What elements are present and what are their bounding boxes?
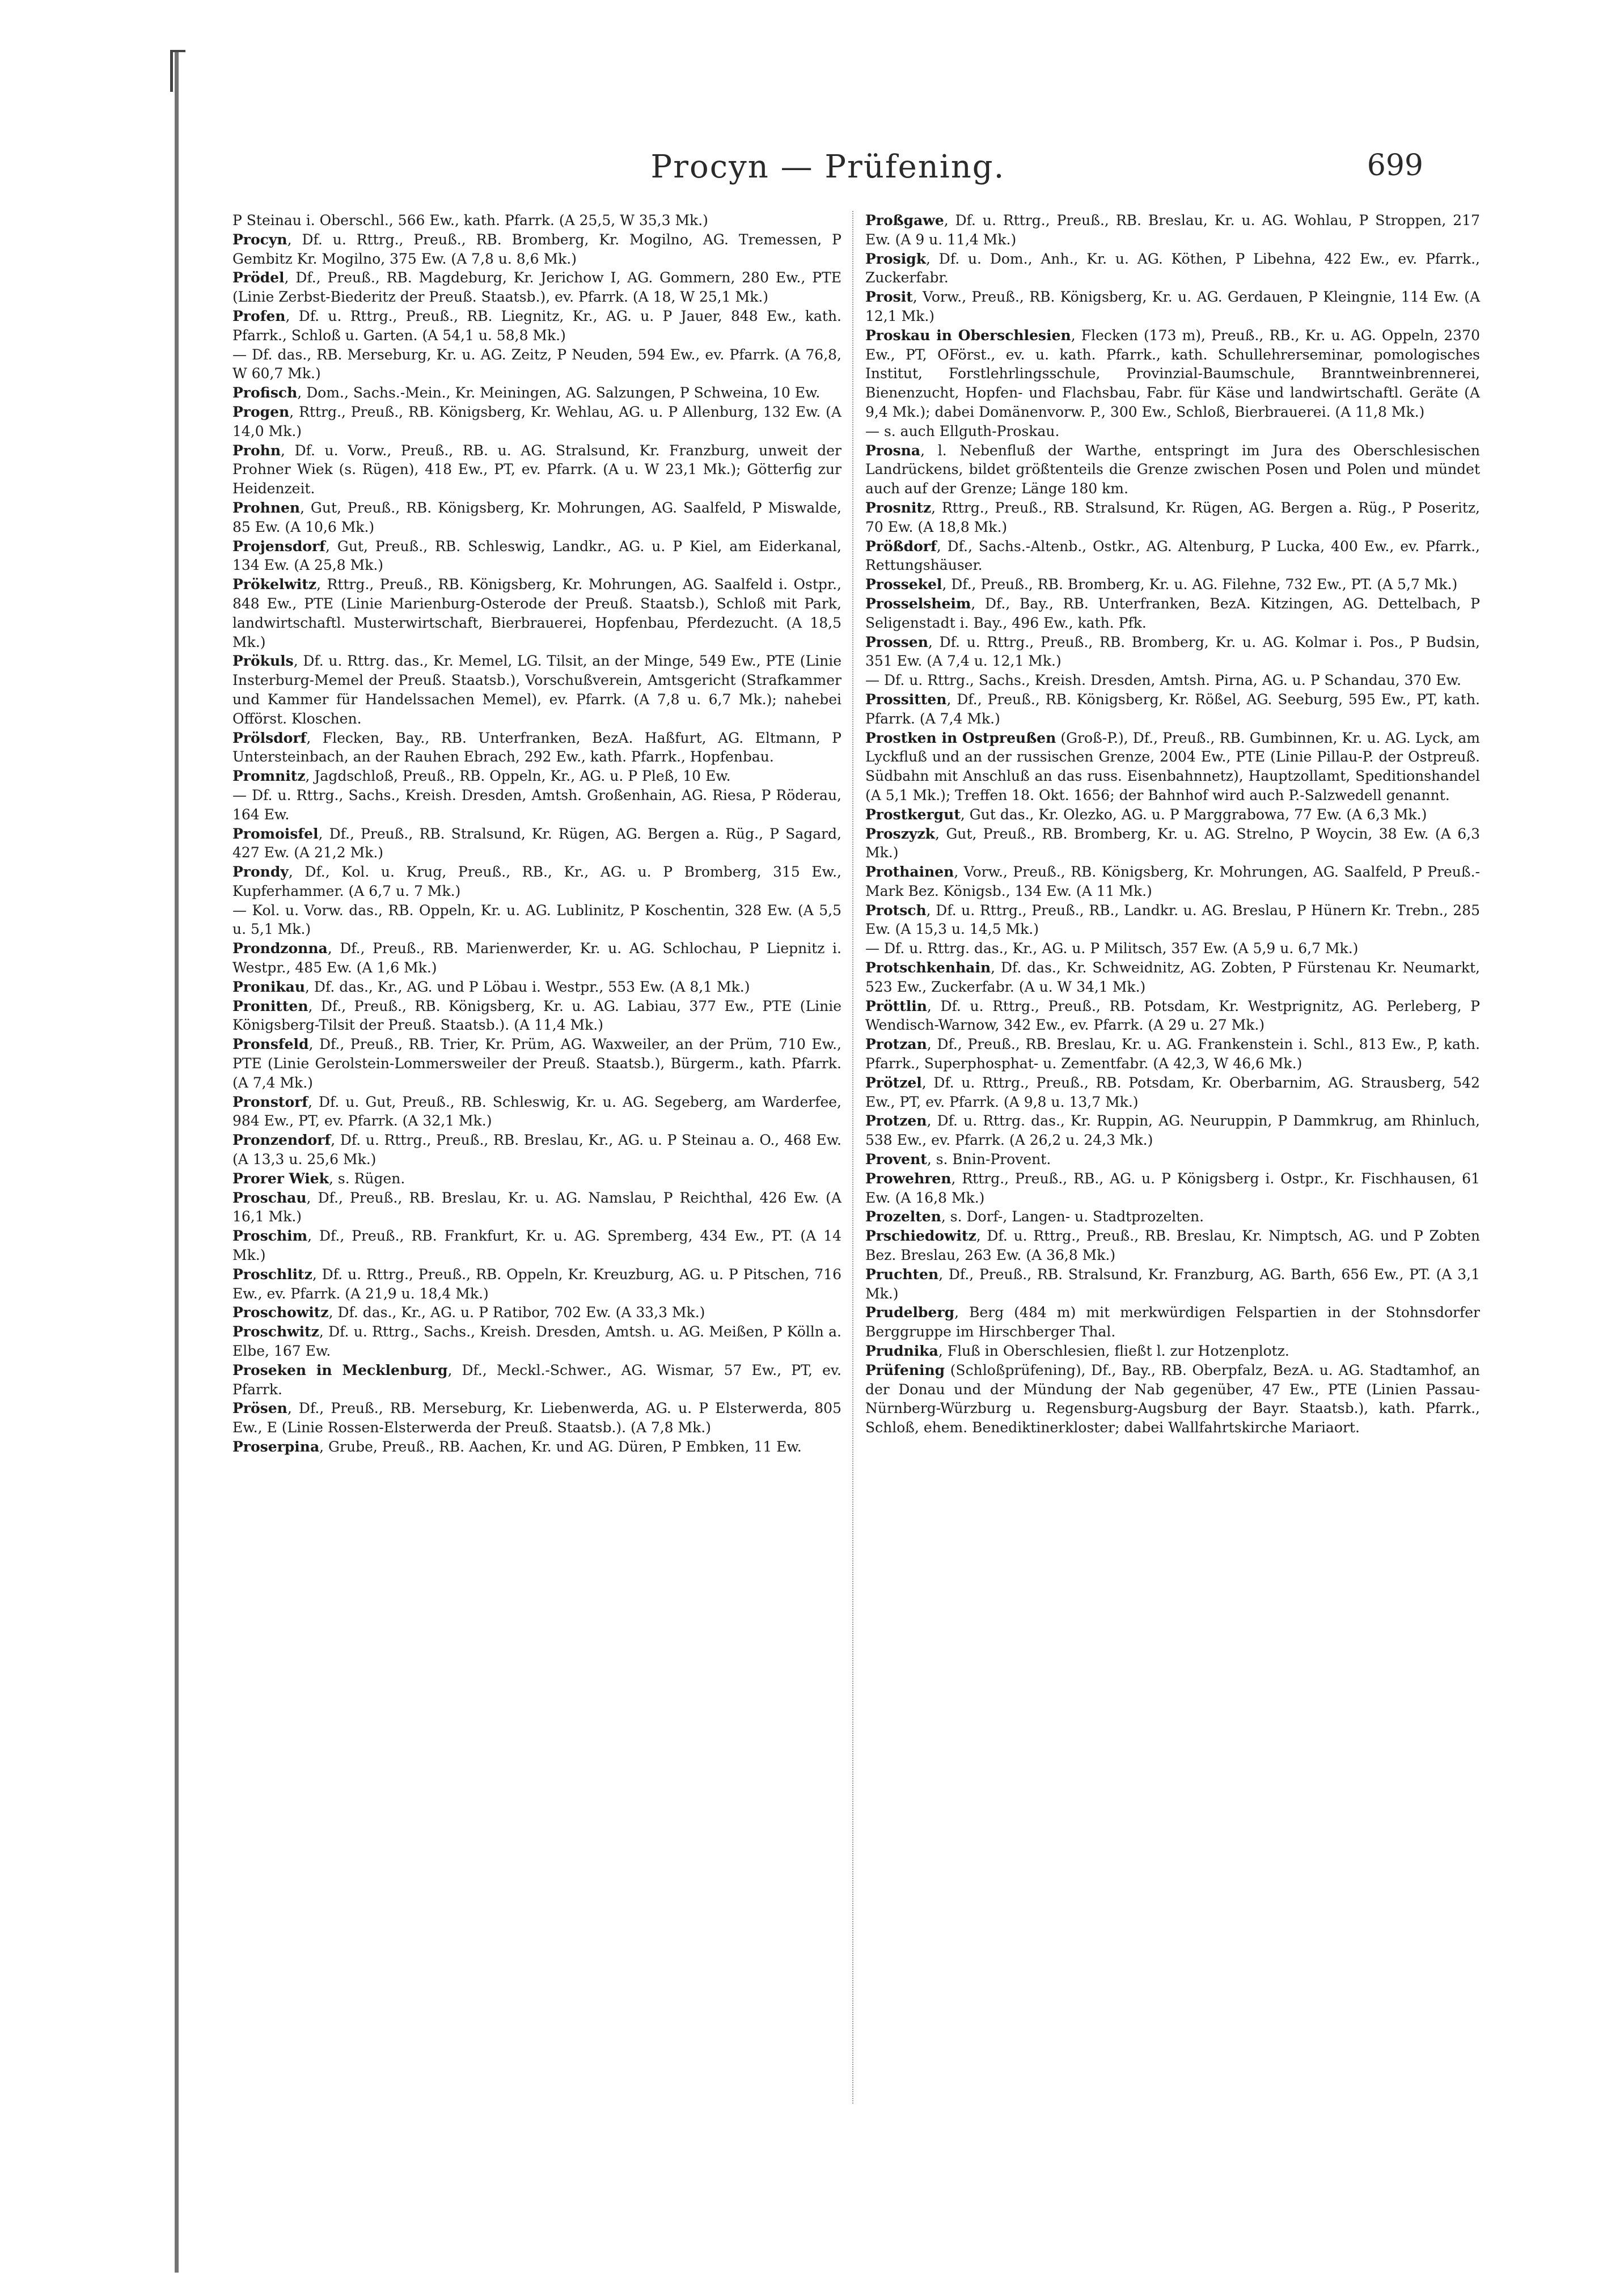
gazetteer-entry — [232, 786, 841, 824]
entry-headword: Pronsfeld — [232, 1036, 309, 1053]
entry-headword: Proskau in Oberschlesien — [865, 327, 1071, 344]
entry-headword: Prötzel — [865, 1074, 922, 1091]
gazetteer-entry — [232, 268, 841, 307]
entry-text: , Vorw., Preuß., RB. Königsberg, Kr. Mohrungen, AG. Saalfeld, P Preuß.-Mark Bez. Königsb., 134 Ew. (A 11 Mk.) — [865, 864, 1480, 899]
running-title: Procyn — Prüfening. — [650, 149, 1005, 185]
entry-headword: Promoisfel — [232, 825, 319, 842]
gazetteer-entry — [232, 403, 841, 441]
gazetteer-entry — [232, 1169, 841, 1188]
entry-headword: Promnitz — [232, 768, 306, 785]
gazetteer-entry — [865, 498, 1480, 537]
entry-headword: Proschwitz — [232, 1323, 319, 1340]
entry-text: , Df. das., Kr., AG. u. P Ratibor, 702 Ew. (A 33,3 Mk.) — [328, 1304, 705, 1321]
gazetteer-entry — [232, 767, 841, 786]
entry-text: , Df., Preuß., RB. Merseburg, Kr. Liebenwerda, AG. u. P Elsterwerda, 805 Ew., E (Linie Rossen-Elsterwerda der Preuß. Staatsb.). (A 7,8 Mk.) — [232, 1400, 841, 1436]
entry-text: , Df., Preuß., RB. Breslau, Kr. u. AG. Namslau, P Reichthal, 426 Ew. (A 16,1 Mk.) — [232, 1189, 841, 1225]
entry-headword: Proßgawe — [865, 212, 944, 229]
entry-headword: Prüfening — [865, 1361, 945, 1378]
entry-headword: Profisch — [232, 384, 298, 401]
entry-text: , Df., Bay., RB. Unterfranken, BezA. Kitzingen, AG. Dettelbach, P Seligenstadt i. Bay., 496 Ew., kath. Pfk. — [865, 595, 1480, 631]
entry-text: , Df. u. Rttrg., Sachs., Kreish. Dresden, Amtsh. u. AG. Meißen, P Kölln a. Elbe, 167 Ew. — [232, 1323, 841, 1360]
entry-text: , Gut das., Kr. Olezko, AG. u. P Marggrabowa, 77 Ew. (A 6,3 Mk.) — [960, 806, 1427, 823]
entry-text: , Grube, Preuß., RB. Aachen, Kr. und AG. Düren, P Embken, 11 Ew. — [319, 1439, 802, 1455]
gazetteer-entry — [232, 729, 841, 767]
gazetteer-entry — [232, 345, 841, 384]
entry-headword: Prondzonna — [232, 940, 328, 957]
entry-headword: Prohn — [232, 442, 281, 459]
entry-text: — Kol. u. Vorw. das., RB. Oppeln, Kr. u. AG. Lublinitz, P Koschentin, 328 Ew. (A 5,5 u. 5,1 Mk.) — [232, 902, 841, 938]
gazetteer-entry — [865, 690, 1480, 729]
gazetteer-entry — [232, 862, 841, 901]
entry-headword: Pröttlin — [865, 997, 927, 1014]
gazetteer-entry — [865, 997, 1480, 1035]
entry-text: , Dom., Sachs.-Mein., Kr. Meiningen, AG. Salzungen, P Schweina, 10 Ew. — [297, 384, 821, 401]
entry-text: — Df. das., RB. Merseburg, Kr. u. AG. Zeitz, P Neuden, 594 Ew., ev. Pfarrk. (A 76,8, W 60,7 Mk.) — [232, 346, 841, 382]
gazetteer-entry — [865, 537, 1480, 576]
entry-text: , Gut, Preuß., RB. Bromberg, Kr. u. AG. Strelno, P Woycin, 38 Ew. (A 6,3 Mk.) — [865, 825, 1480, 861]
gazetteer-entry — [232, 1226, 841, 1265]
gazetteer-entry — [232, 1399, 841, 1437]
entry-text: , Df., Preuß., RB. Frankfurt, Kr. u. AG. Spremberg, 434 Ew., PT. (A 14 Mk.) — [232, 1228, 841, 1264]
gazetteer-entry — [865, 1169, 1480, 1208]
gazetteer-entry — [865, 939, 1480, 958]
entry-text: , Df., Preuß., RB. Breslau, Kr. u. AG. Frankenstein i. Schl., 813 Ew., P, kath. Pfarrk., Superphosphat- u. Zementfabr. (A 42,3, W 46,6 Mk.) — [865, 1036, 1480, 1072]
entry-text: , Df. u. Rttrg., Preuß., RB. Breslau, Kr. Nimptsch, AG. und P Zobten Bez. Breslau, 263 Ew. (A 36,8 Mk.) — [865, 1228, 1480, 1264]
binding-edge — [175, 50, 179, 2273]
entry-headword: Prößdorf — [865, 538, 937, 555]
entry-headword: Protschkenhain — [865, 959, 991, 976]
entry-headword: Prudnika — [865, 1343, 938, 1360]
gazetteer-entry — [232, 1131, 841, 1169]
right-column — [865, 211, 1480, 1437]
entry-headword: Proschlitz — [232, 1266, 312, 1283]
entry-text: P Steinau i. Oberschl., 566 Ew., kath. Pfarrk. (A 25,5, W 35,3 Mk.) — [232, 212, 708, 229]
gazetteer-entry — [232, 939, 841, 978]
entry-text: , Df., Preuß., RB. Bromberg, Kr. u. AG. Filehne, 732 Ew., PT. (A 5,7 Mk.) — [942, 576, 1458, 593]
entry-headword: Prowehren — [865, 1170, 951, 1187]
gazetteer-entry — [232, 575, 841, 651]
entry-text: , Jagdschloß, Preuß., RB. Oppeln, Kr., AG. u. P Pleß, 10 Ew. — [305, 768, 731, 785]
gazetteer-entry — [232, 307, 841, 345]
entry-headword: Proszyzk — [865, 825, 935, 842]
entry-text: (Schloßprüfening), Df., Bay., RB. Oberpfalz, BezA. u. AG. Stadtamhof, an der Donau und der Mündung der Nab gegenüber, 47 Ew., PTE (Linien Passau-Nürnberg-Würzburg u. Regensburg-Augsburg der Bayr. Staatsb.), kath. Pfarrk., Schloß, ehem. Benediktinerkloster; dabei Wallfahrtskirche Mariaort. — [865, 1361, 1480, 1436]
entry-headword: Procyn — [232, 231, 287, 248]
gazetteer-entry — [865, 249, 1480, 288]
entry-headword: Pronikau — [232, 978, 306, 995]
entry-text: , Df., Preuß., RB. Königsberg, Kr. u. AG. Labiau, 377 Ew., PTE (Linie Königsberg-Tilsit der Preuß. Staatsb.). (A 11,4 Mk.) — [232, 997, 841, 1034]
entry-headword: Proschau — [232, 1189, 307, 1206]
gazetteer-entry — [865, 1207, 1480, 1226]
entry-text: , Df., Kol. u. Krug, Preuß., RB., Kr., AG. u. P Bromberg, 315 Ew., Kupferhammer. (A 6,7 u. 7 Mk.) — [232, 864, 841, 899]
entry-text: , Rttrg., Preuß., RB. Königsberg, Kr. Mohrungen, AG. Saalfeld i. Ostpr., 848 Ew., PTE (Linie Marienburg-Osterode der Preuß. Staatsb.), Schloß mit Park, landwirtschaftl. Musterwirtschaft, Bierbrauerei, Hopfenbau, Pferdezucht. (A 18,5 Mk.) — [232, 576, 841, 650]
entry-headword: Proseken in Mecklenburg — [232, 1361, 448, 1378]
gazetteer-entry — [865, 326, 1480, 422]
entry-text: — Df. u. Rttrg. das., Kr., AG. u. P Militsch, 357 Ew. (A 5,9 u. 6,7 Mk.) — [865, 940, 1359, 957]
entry-text: , Rttrg., Preuß., RB. Königsberg, Kr. Wehlau, AG. u. P Allenburg, 132 Ew. (A 14,0 Mk.) — [232, 403, 841, 439]
gazetteer-entry — [865, 824, 1480, 863]
entry-headword: Prosna — [865, 442, 921, 459]
entry-text: , Df. u. Rttrg., Preuß., RB. Bromberg, Kr. Mogilno, AG. Tremessen, P Gembitz Kr. Mogilno, 375 Ew. (A 7,8 u. 8,6 Mk.) — [232, 231, 841, 267]
gazetteer-entry — [232, 901, 841, 940]
entry-text: , Df., Preuß., RB. Marienwerder, Kr. u. AG. Schlochau, P Liepnitz i. Westpr., 485 Ew. (A 1,6 Mk.) — [232, 940, 841, 976]
entry-text: , Df. u. Vorw., Preuß., RB. u. AG. Stralsund, Kr. Franzburg, unweit der Prohner Wiek (s. Rügen), 418 Ew., PT, ev. Pfarrk. (A u. W 23,1 Mk.); Götterfig zur Heidenzeit. — [232, 442, 841, 497]
gazetteer-entry — [232, 1361, 841, 1399]
gazetteer-entry — [232, 1188, 841, 1227]
entry-text: , Df., Preuß., RB. Stralsund, Kr. Rügen, AG. Bergen a. Rüg., P Sagard, 427 Ew. (A 21,2 Mk.) — [232, 825, 841, 861]
entry-headword: Protsch — [865, 902, 927, 919]
entry-text: — Df. u. Rttrg., Sachs., Kreish. Dresden, Amtsh. Pirna, AG. u. P Schandau, 370 Ew. — [865, 672, 1461, 689]
gazetteer-entry — [232, 1437, 841, 1457]
entry-text: , Df. das., Kr. Schweidnitz, AG. Zobten, P Fürstenau Kr. Neumarkt, 523 Ew., Zuckerfabr. (A u. W 34,1 Mk.) — [865, 959, 1480, 995]
gazetteer-entry — [865, 422, 1480, 441]
entry-headword: Prozelten — [865, 1208, 941, 1225]
entry-text: , Df. u. Rttrg., Preuß., RB. Breslau, Kr., AG. u. P Steinau a. O., 468 Ew. (A 13,3 u. 25,6 Mk.) — [232, 1132, 841, 1168]
entry-headword: Prschiedowitz — [865, 1228, 976, 1245]
entry-headword: Prösen — [232, 1400, 287, 1417]
entry-headword: Proserpina — [232, 1439, 320, 1455]
gazetteer-entry — [232, 441, 841, 498]
gazetteer-entry — [232, 651, 841, 728]
gazetteer-entry — [865, 805, 1480, 824]
gazetteer-entry — [865, 1111, 1480, 1150]
entry-text: , Vorw., Preuß., RB. Königsberg, Kr. u. AG. Gerdauen, P Kleingnie, 114 Ew. (A 12,1 Mk.) — [865, 289, 1480, 324]
entry-headword: Proschowitz — [232, 1304, 329, 1321]
entry-text: , Gut, Preuß., RB. Schleswig, Landkr., AG. u. P Kiel, am Eiderkanal, 134 Ew. (A 25,8 Mk.) — [232, 538, 841, 574]
gazetteer-entry — [232, 978, 841, 997]
entry-headword: Prosit — [865, 289, 913, 306]
gazetteer-entry — [865, 1265, 1480, 1304]
entry-text: , s. Dorf-, Langen- u. Stadtprozelten. — [941, 1208, 1204, 1225]
entry-text: , Df., Preuß., RB. Königsberg, Kr. Rößel, AG. Seeburg, 595 Ew., PT, kath. Pfarrk. (A 7,4 Mk.) — [865, 691, 1480, 727]
entry-headword: Protzen — [865, 1112, 927, 1129]
entry-text: , Df., Preuß., RB. Trier, Kr. Prüm, AG. Waxweiler, an der Prüm, 710 Ew., PTE (Linie Gerolstein-Lommersweiler der Preuß. Staatsb.), Bürgerm., kath. Pfarrk. (A 7,4 Mk.) — [232, 1036, 841, 1091]
gazetteer-entry — [865, 1342, 1480, 1361]
entry-text: , Df., Preuß., RB. Stralsund, Kr. Franzburg, AG. Barth, 656 Ew., PT. (A 3,1 Mk.) — [865, 1266, 1480, 1302]
entry-headword: Prondy — [232, 864, 289, 881]
entry-text: , s. Rügen. — [328, 1170, 405, 1187]
entry-headword: Progen — [232, 403, 290, 420]
entry-text: , Df. u. Rttrg., Preuß., RB., Landkr. u. AG. Breslau, P Hünern Kr. Trebn., 285 Ew. (A 15,3 u. 14,5 Mk.) — [865, 902, 1480, 938]
entry-headword: Protzan — [865, 1036, 927, 1053]
entry-headword: Projensdorf — [232, 538, 325, 555]
entry-headword: Pruchten — [865, 1266, 939, 1283]
binding-mark — [170, 50, 185, 92]
entry-text: , Df. u. Rttrg. das., Kr. Ruppin, AG. Neuruppin, P Dammkrug, am Rhinluch, 538 Ew., ev. Pfarrk. (A 26,2 u. 24,3 Mk.) — [865, 1112, 1480, 1149]
gazetteer-entry — [865, 1073, 1480, 1112]
entry-text: , s. Bnin-Provent. — [927, 1151, 1051, 1168]
entry-headword: Proschim — [232, 1228, 308, 1245]
entry-headword: Prorer Wiek — [232, 1170, 329, 1187]
gazetteer-entry — [865, 633, 1480, 671]
entry-headword: Prossen — [865, 633, 928, 650]
entry-headword: Prökuls — [232, 653, 294, 670]
entry-headword: Pronzendorf — [232, 1132, 331, 1149]
entry-text: , Df., Sachs.-Altenb., Ostkr., AG. Altenburg, P Lucka, 400 Ew., ev. Pfarrk., Rettungshäuser. — [865, 538, 1480, 574]
entry-headword: Prosigk — [865, 250, 927, 267]
entry-text: , Rttrg., Preuß., RB., AG. u. P Königsberg i. Ostpr., Kr. Fischhausen, 61 Ew. (A 16,8 Mk.) — [865, 1170, 1480, 1206]
entry-text: , Df. das., Kr., AG. und P Löbau i. Westpr., 553 Ew. (A 8,1 Mk.) — [305, 978, 750, 995]
gazetteer-entry — [232, 211, 841, 230]
entry-headword: Pronitten — [232, 997, 308, 1014]
gazetteer-entry — [232, 997, 841, 1035]
entry-headword: Prosselsheim — [865, 595, 971, 612]
entry-text: , Df. u. Dom., Anh., Kr. u. AG. Köthen, P Libehna, 422 Ew., ev. Pfarrk., Zuckerfabr. — [865, 250, 1480, 286]
column-divider — [852, 211, 853, 2104]
gazetteer-entry — [865, 1035, 1480, 1073]
gazetteer-entry — [865, 671, 1480, 690]
page-header — [232, 149, 1423, 200]
entry-headword: Prödel — [232, 269, 285, 286]
gazetteer-entry — [865, 862, 1480, 901]
gazetteer-entry — [865, 901, 1480, 940]
gazetteer-entry — [232, 498, 841, 537]
entry-text: , Df. u. Rttrg., Preuß., RB. Potsdam, Kr. Oberbarnim, AG. Strausberg, 542 Ew., PT, ev. Pfarrk. (A 9,8 u. 13,7 Mk.) — [865, 1074, 1480, 1110]
gazetteer-entry — [865, 1361, 1480, 1437]
entry-text: , Df., Meckl.-Schwer., AG. Wismar, 57 Ew., PT, ev. Pfarrk. — [232, 1361, 841, 1398]
entry-text: , Fluß in Oberschlesien, fließt l. zur Hotzenplotz. — [938, 1343, 1289, 1360]
gazetteer-entry — [865, 441, 1480, 498]
gazetteer-entry — [232, 1035, 841, 1092]
gazetteer-entry — [232, 383, 841, 403]
gazetteer-entry — [232, 1265, 841, 1304]
entry-text: , Flecken, Bay., RB. Unterfranken, BezA. Haßfurt, AG. Eltmann, P Untersteinbach, an der Rauhen Ebrach, 292 Ew., kath. Pfarrk., Hopfenbau. — [232, 729, 841, 765]
entry-headword: Prossitten — [865, 691, 947, 708]
entry-headword: Provent — [865, 1151, 927, 1168]
gazetteer-entry — [232, 1093, 841, 1131]
entry-headword: Prossekel — [865, 576, 942, 593]
gazetteer-entry — [232, 1303, 841, 1322]
gazetteer-entry — [865, 1303, 1480, 1342]
entry-headword: Prölsdorf — [232, 729, 307, 746]
entry-text: , Df. u. Gut, Preuß., RB. Schleswig, Kr. u. AG. Segeberg, am Warderfee, 984 Ew., PT, ev. Pfarrk. (A 32,1 Mk.) — [232, 1093, 841, 1129]
entry-text: , Df., Preuß., RB. Magdeburg, Kr. Jerichow I, AG. Gommern, 280 Ew., PTE (Linie Zerbst-Biederitz der Preuß. Staatsb.), ev. Pfarrk. (A 18, W 25,1 Mk.) — [232, 269, 841, 306]
left-column — [232, 211, 841, 1457]
entry-text: — Df. u. Rttrg., Sachs., Kreish. Dresden, Amtsh. Großenhain, AG. Riesa, P Röderau, 164 Ew. — [232, 786, 841, 823]
entry-headword: Pronstorf — [232, 1093, 308, 1110]
gazetteer-entry — [865, 211, 1480, 249]
entry-text: , Df. u. Rttrg., Preuß., RB. Potsdam, Kr. Westprignitz, AG. Perleberg, P Wendisch-Warnow, 342 Ew., ev. Pfarrk. (A 29 u. 27 Mk.) — [865, 997, 1480, 1034]
gazetteer-entry — [865, 958, 1480, 997]
entry-headword: Prohnen — [232, 499, 301, 516]
gazetteer-entry — [232, 537, 841, 576]
entry-text: , Df. u. Rttrg., Preuß., RB. Breslau, Kr. u. AG. Wohlau, P Stroppen, 217 Ew. (A 9 u. 11,4 Mk.) — [865, 212, 1480, 248]
entry-text: , Flecken (173 m), Preuß., RB., Kr. u. AG. Oppeln, 2370 Ew., PT, OFörst., ev. u. kath. Pfarrk., kath. Schullehrerseminar, pomologisches Institut, Forstlehrlingsschule, Provinzial-Baumschule, Branntweinbrennerei, Bienenzucht, Hopfen- und Flachsbau, Fabr. für Käse und landwirtschaftl. Geräte (A 9,4 Mk.); dabei Domänenvorw. P., 300 Ew., Schloß, Bierbrauerei. (A 11,8 Mk.) — [865, 327, 1480, 420]
entry-headword: Prudelberg — [865, 1304, 955, 1321]
gazetteer-entry — [865, 1226, 1480, 1265]
entry-text: , Rttrg., Preuß., RB. Stralsund, Kr. Rügen, AG. Bergen a. Rüg., P Poseritz, 70 Ew. (A 18,8 Mk.) — [865, 499, 1480, 535]
gazetteer-entry — [865, 1150, 1480, 1169]
entry-headword: Profen — [232, 307, 286, 324]
entry-text: , Df. u. Rttrg. das., Kr. Memel, LG. Tilsit, an der Minge, 549 Ew., PTE (Linie Insterburg-Memel der Preuß. Staatsb.), Vorschußverein, Amtsgericht (Strafkammer und Kammer für Handelssachen Memel), ev. Pfarrk. (A 7,8 u. 6,7 Mk.); nahebei Offörst. Kloschen. — [232, 653, 841, 727]
entry-text: , Df. u. Rttrg., Preuß., RB. Oppeln, Kr. Kreuzburg, AG. u. P Pitschen, 716 Ew., ev. Pfarrk. (A 21,9 u. 18,4 Mk.) — [232, 1266, 841, 1302]
gazetteer-entry — [865, 729, 1480, 805]
gazetteer-entry — [865, 287, 1480, 326]
entry-text: , l. Nebenfluß der Warthe, entspringt im Jura des Oberschlesischen Landrückens, bildet größtenteils die Grenze zwischen Posen und Polen und mündet auch auf der Grenze; Länge 180 km. — [865, 442, 1480, 497]
entry-headword: Prostkergut — [865, 806, 961, 823]
gazetteer-entry — [865, 575, 1480, 594]
gazetteer-entry — [232, 230, 841, 269]
entry-text: — s. auch Ellguth-Proskau. — [865, 422, 1060, 439]
entry-headword: Prostken in Ostpreußen — [865, 729, 1056, 746]
page-number: 699 — [1367, 149, 1423, 183]
entry-headword: Prökelwitz — [232, 576, 317, 593]
gazetteer-entry — [232, 1322, 841, 1361]
gazetteer-entry — [865, 594, 1480, 633]
entry-text: , Df. u. Rttrg., Preuß., RB. Bromberg, Kr. u. AG. Kolmar i. Pos., P Budsin, 351 Ew. (A 7,4 u. 12,1 Mk.) — [865, 633, 1480, 670]
entry-headword: Prothainen — [865, 864, 954, 881]
entry-text: , Df. u. Rttrg., Preuß., RB. Liegnitz, Kr., AG. u. P Jauer, 848 Ew., kath. Pfarrk., Schloß u. Garten. (A 54,1 u. 58,8 Mk.) — [232, 307, 841, 344]
gazetteer-entry — [232, 824, 841, 863]
entry-text: , Berg (484 m) mit merkwürdigen Felspartien in der Stohnsdorfer Berggruppe im Hirschberger Thal. — [865, 1304, 1480, 1340]
entry-headword: Prosnitz — [865, 499, 932, 516]
entry-text: (Groß-P.), Df., Preuß., RB. Gumbinnen, Kr. u. AG. Lyck, am Lyckfluß und an der russischen Grenze, 2004 Ew., PTE (Linie Pillau-P. der Ostpreuß. Südbahn mit Anschluß an das russ. Eisenbahnnetz), Hauptzollamt, Speditionshandel (A 5,1 Mk.); Treffen 18. Okt. 1656; der Bahnhof wird auch P.-Salzwedell genannt. — [865, 729, 1480, 803]
entry-text: , Gut, Preuß., RB. Königsberg, Kr. Mohrungen, AG. Saalfeld, P Miswalde, 85 Ew. (A 10,6 Mk.) — [232, 499, 841, 535]
